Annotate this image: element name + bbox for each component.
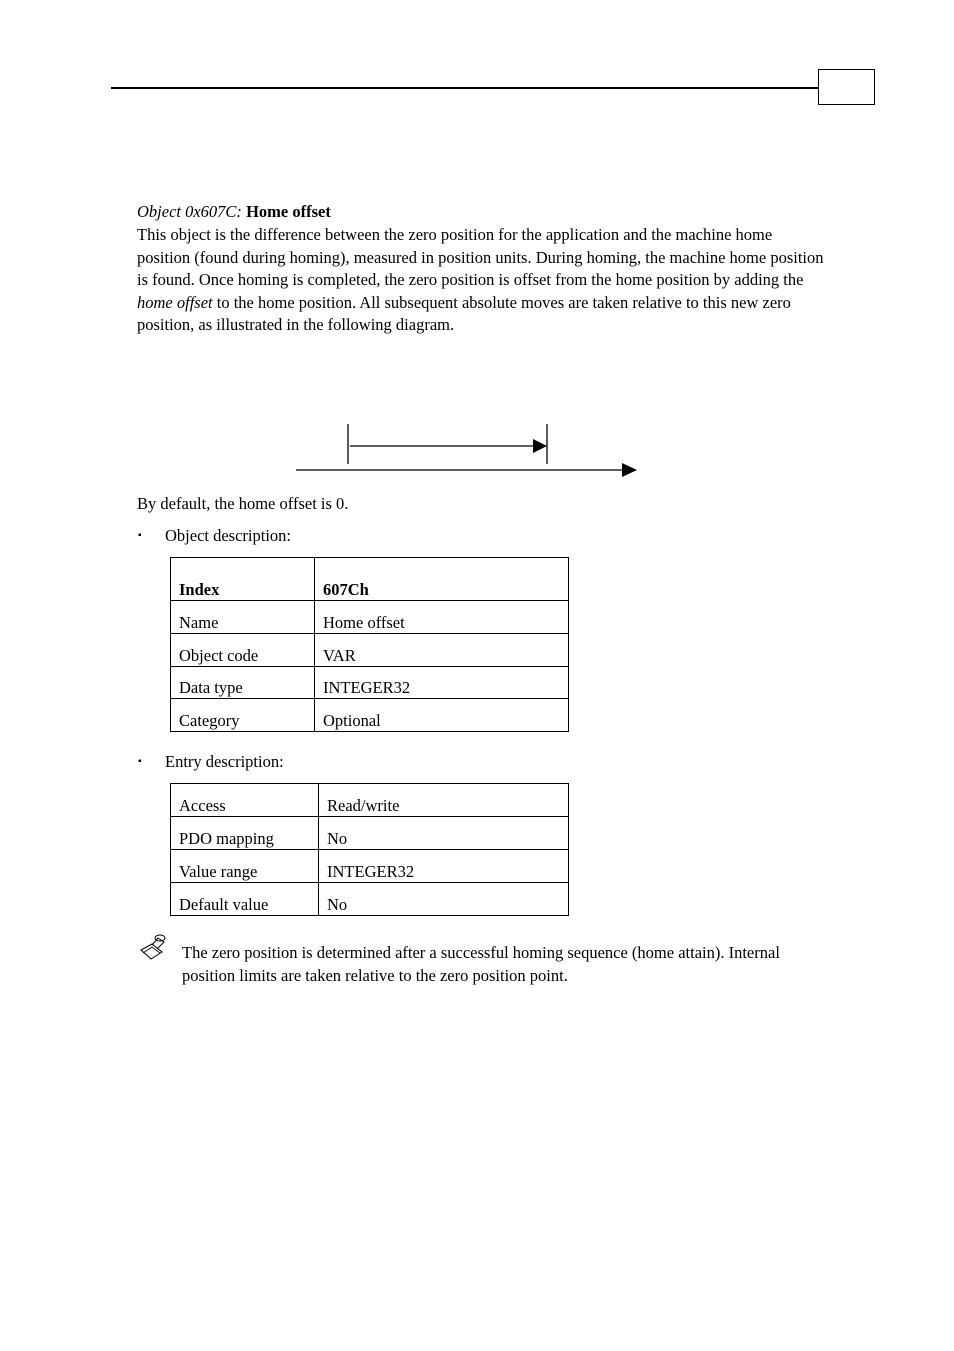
description-paragraph: [137, 224, 827, 337]
table-row: [171, 601, 569, 634]
table-row: [171, 699, 569, 732]
cell: Category: [171, 699, 315, 732]
object-label: Object 0x607C:: [137, 202, 242, 221]
header-rule: [111, 87, 819, 89]
para-text: to the home position. All subsequent absolute moves are taken relative to this new zero position, as illustrated in the following diagram.: [137, 292, 791, 334]
para-text: This object is the difference between the zero position for the application and the machine home position (found during homing), measured in position units. During homing, the machine home position is found. Once homing is completed, the zero position is offset from the home position by adding the: [137, 225, 824, 289]
cell: Data type: [171, 667, 315, 699]
table-row: [171, 784, 569, 817]
table-row: [171, 667, 569, 699]
para-emphasis: home offset: [137, 292, 213, 312]
cell: No: [319, 883, 569, 916]
cell: Name: [171, 601, 315, 634]
cell: 607Ch: [323, 580, 369, 599]
home-offset-diagram: [290, 420, 650, 480]
default-text: By default, the home offset is 0.: [137, 494, 349, 513]
entry-description-label: Entry description:: [165, 752, 284, 771]
axis-arrowhead: [622, 463, 637, 477]
table-row: [171, 850, 569, 883]
page-number-box: [818, 69, 875, 105]
offset-arrowhead: [533, 439, 547, 453]
object-name: Home offset: [246, 202, 331, 221]
table-row: [171, 883, 569, 916]
cell: Optional: [315, 699, 569, 732]
cell: INTEGER32: [319, 850, 569, 883]
entry-table: [170, 783, 569, 916]
table-row: [171, 558, 569, 601]
table-row: [171, 817, 569, 850]
bullet-icon: ▪: [138, 756, 142, 767]
cell: Default value: [171, 883, 319, 916]
note-text: The zero position is determined after a successful homing sequence (home attain). Internal position limits are taken relative to the zero position point.: [182, 943, 780, 985]
note-hand-icon: [138, 932, 170, 962]
cell: Index: [179, 580, 220, 599]
cell: Read/write: [319, 784, 569, 817]
table-row: [171, 634, 569, 667]
cell: Access: [171, 784, 319, 817]
cell: INTEGER32: [315, 667, 569, 699]
cell: No: [319, 817, 569, 850]
object-heading: [137, 201, 827, 224]
object-description-label: Object description:: [165, 526, 292, 545]
cell: Home offset: [315, 601, 569, 634]
bullet-icon: ▪: [138, 530, 142, 541]
cell: PDO mapping: [171, 817, 319, 850]
object-table: [170, 557, 569, 732]
cell: Object code: [171, 634, 315, 667]
cell: VAR: [315, 634, 569, 667]
cell: Value range: [171, 850, 319, 883]
